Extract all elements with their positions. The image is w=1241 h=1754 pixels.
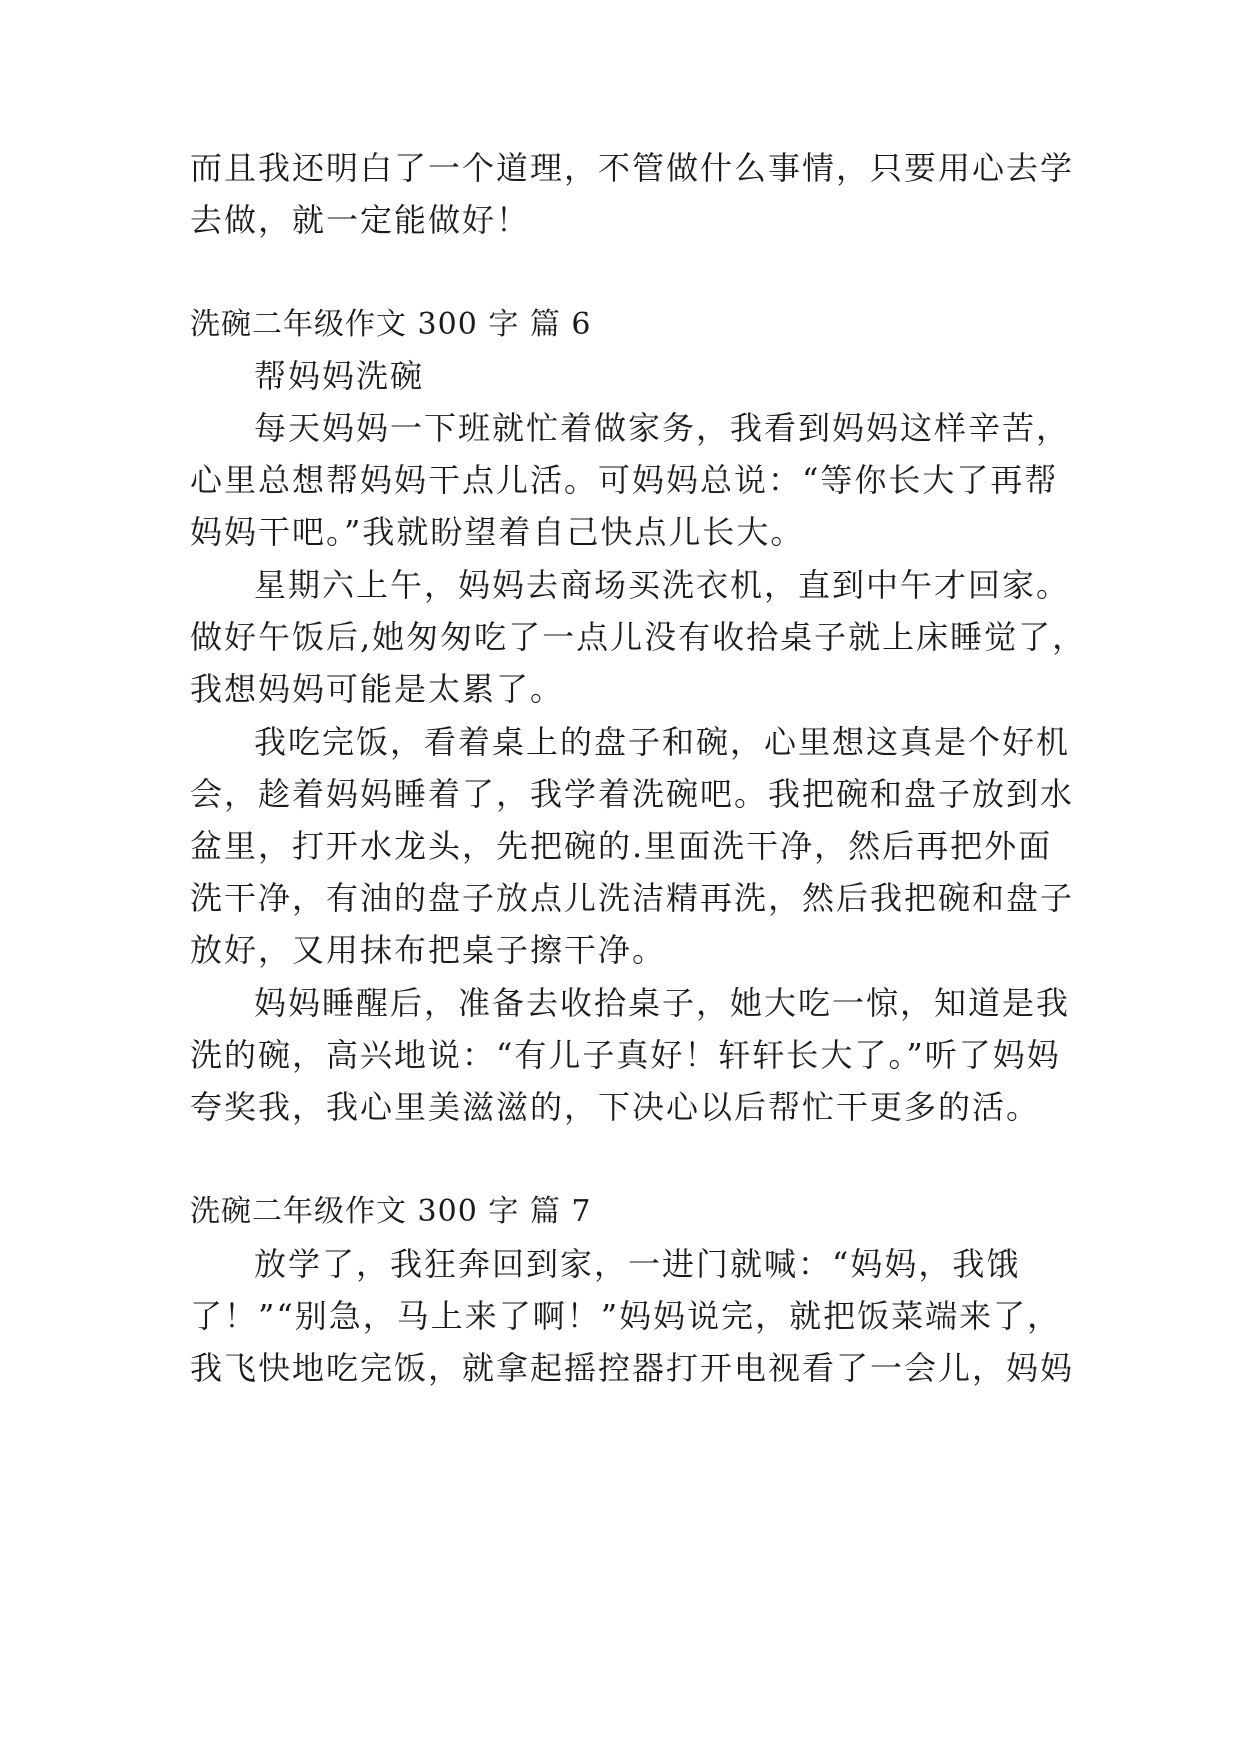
paragraph-line: 放学了，我狂奔回到家，一进门就喊：“妈妈，我饿 xyxy=(254,1245,1021,1283)
section-7-heading: 洗碗二年级作文 300 字 篇 7 xyxy=(190,1194,592,1229)
paragraph-line: 盆里，打开水龙头，先把碗的.里面洗干净，然后再把外面 xyxy=(190,827,1053,865)
paragraph-line: 做好午饭后,她匆匆吃了一点儿没有收拾桌子就上床睡觉了， xyxy=(190,618,1087,656)
paragraph-line: 我吃完饭，看着桌上的盘子和碗，心里想这真是个好机 xyxy=(254,723,1071,761)
paragraph-line: 洗的碗，高兴地说：“有儿子真好！轩轩长大了。”听了妈妈 xyxy=(190,1036,1061,1074)
paragraph-line: 放好，又用抹布把桌子擦干净。 xyxy=(190,931,667,969)
paragraph-line: 会，趁着妈妈睡着了，我学着洗碗吧。我把碗和盘子放到水 xyxy=(190,775,1075,813)
paragraph-line: 洗干净，有油的盘子放点儿洗洁精再洗，然后我把碗和盘子 xyxy=(190,879,1075,917)
paragraph-line: 心里总想帮妈妈干点儿活。可妈妈总说：“等你长大了再帮 xyxy=(190,461,1059,499)
paragraph-line: 妈妈干吧。”我就盼望着自己快点儿长大。 xyxy=(190,513,805,551)
paragraph-line: 夸奖我，我心里美滋滋的，下决心以后帮忙干更多的活。 xyxy=(190,1088,1041,1126)
paragraph-line: 星期六上午，妈妈去商场买洗衣机，直到中午才回家。 xyxy=(254,566,1071,604)
section-6-title: 帮妈妈洗碗 xyxy=(254,357,425,395)
paragraph-line: 了！”“别急，马上来了啊！”妈妈说完，就把饭菜端来了， xyxy=(190,1297,1062,1335)
paragraph-line: 我想妈妈可能是太累了。 xyxy=(190,670,565,708)
paragraph-line: 妈妈睡醒后，准备去收拾桌子，她大吃一惊，知道是我 xyxy=(254,984,1071,1022)
intro-line-2: 去做，就一定能做好！ xyxy=(190,201,531,239)
paragraph-line: 我飞快地吃完饭，就拿起摇控器打开电视看了一会儿，妈妈 xyxy=(190,1349,1075,1387)
paragraph-line: 每天妈妈一下班就忙着做家务，我看到妈妈这样辛苦， xyxy=(254,409,1071,447)
intro-line-1: 而且我还明白了一个道理，不管做什么事情，只要用心去学 xyxy=(190,149,1075,187)
section-6-heading: 洗碗二年级作文 300 字 篇 6 xyxy=(190,307,592,342)
